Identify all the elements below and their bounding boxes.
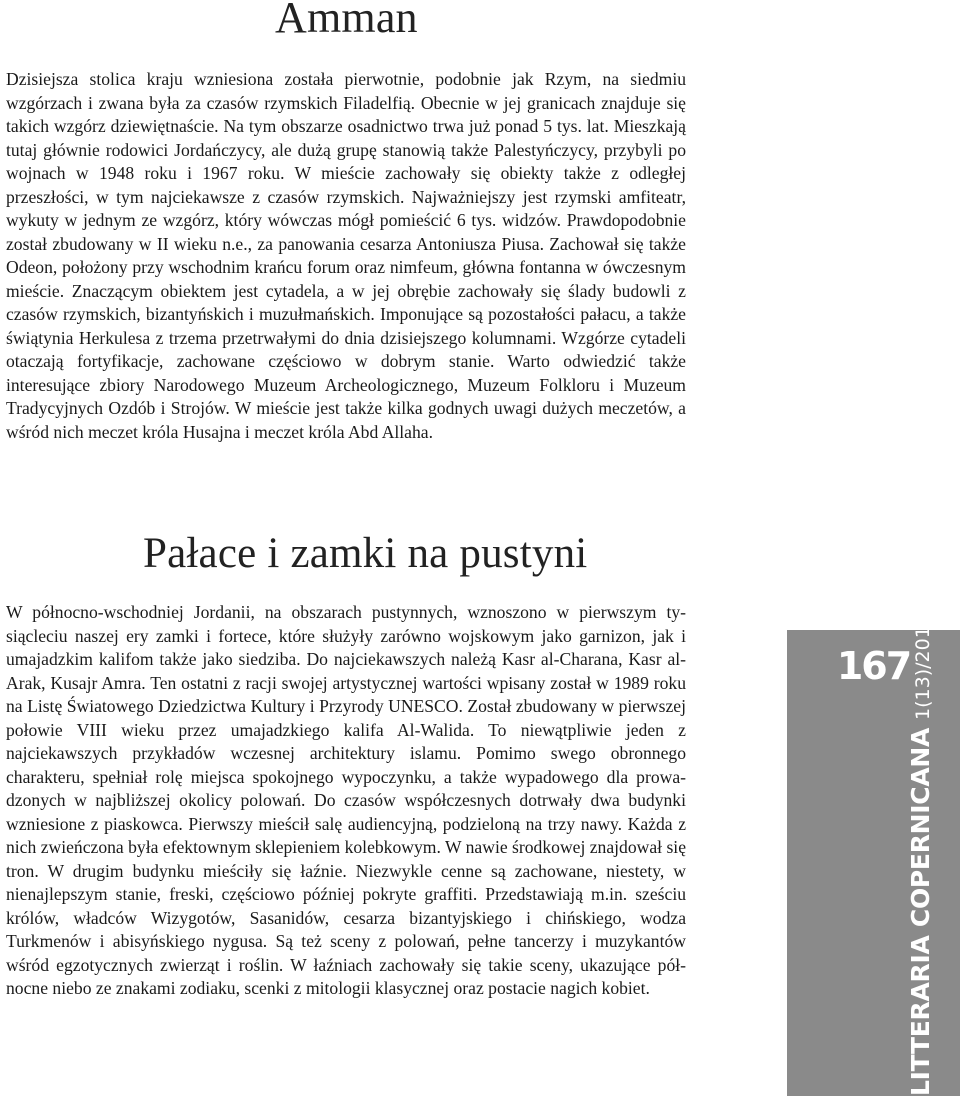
journal-label: [906, 614, 939, 1096]
journal-name: LITTERARIA COPERNICANA: [906, 727, 935, 1096]
paragraph-amman: Dzisiejsza stolica kraju wzniesiona została pierwotnie, podobnie jak Rzym, na siedmiu wzgórzach i zwana była za czasów rzymskich Filadelfią. Obecnie w jej granicach znajduje się takich wzgórz dziewiętnaście. Na tym obszarze osadnictwo trwa już ponad 5 tys. lat. Mieszkają tutaj głównie rodowici Jordańczycy, ale dużą grupę stanowią także Palestyńczycy, przybyli po wojnach w 1948 roku i 1967 roku. W mieście zachowały się obiekty także z odległej przeszłości, w tym najciekawsze z czasów rzymskich. Najważniejszy jest rzymski amfiteatr, wykuty w jednym ze wzgórz, który wówczas mógł pomieścić 6 tys. widzów. Prawdopodobnie został zbudowany w II wieku n.e., za panowania cesarza Antoniusza Piusa. Zachował się także Odeon, położony przy wschodnim krańcu forum oraz nimfeum, główna fontanna w ówczesnym mieście. Znaczącym obiektem jest cytadela, a w jej obrębie zachowały się ślady budowli z czasów rzymskich, bizantyńskich i muzułmańskich. Imponujące są pozostałości pałacu, a także świątynia Herkulesa z trzema przetrwałymi do dnia dzisiejszego kolumnami. Wzgórze cytadeli otaczają fortyfikacje, zachowane częściowo w dobrym stanie. Warto odwiedzić także interesujące zbiory Narodowego Muzeum Archeologicznego, Muzeum Folkloru i Muzeum Tradycyjnych Ozdób i Strojów. W mieście jest także kilka godnych uwagi dużych meczetów, a wśród nich meczet króla Husajna i meczet króla Abd Allaha.: [6, 69, 686, 442]
journal-issue: 1(13)/2014: [912, 614, 934, 720]
section-title-desert-castles: Pałace i zamki na pustyni: [143, 530, 588, 577]
paragraph-desert-castles: W północno-wschodniej Jordanii, na obszarach pustynnych, wznoszono w pierwszym tysiącleciu naszej ery zamki i fortece, które służyły zarówno wojskowym jako garnizon, jak i umajadzkim kalifom także jako siedziba. Do najciekawszych należą Kasr al-Charana, Kasr al-Arak, Kusajr Amra. Ten ostatni z racji swojej artystycznej wartości wpisany został w 1989 roku na Listę Światowego Dziedzictwa Kultury i Przyrody UNESCO. Został zbudowany w pierwszej połowie VIII wieku przez umajadzkiego kalifa Al-Walida. To niewątpliwie jeden z najciekawszych przykładów wczesnej architektury islamu. Pomimo swego obronnego charakteru, spełniał rolę miejsca spokojnego wypoczynku, a także wypadowego dla prowadzonych w najbliższej okolicy polowań. Do czasów współczesnych dotrwały dwa budynki wzniesione z piaskowca. Pierwszy mieścił salę audiencyjną, podzieloną na trzy nawy. Każda z nich zwieńczona była efektownym sklepieniem kolebkowym. W nawie środkowej znajdował się tron. W drugim budynku mieściły się łaźnie. Niezwykle cenne są zachowane, niestety, w nienajlepszym stanie, freski, częściowo później pokryte graffiti. Przedstawiają m.in. sześciu królów, władców Wizygotów, Sasanidów, cesarza bizantyjskiego i chińskiego, wodza Turkmenów i abisyńskiego nygusa. Są też sceny z polowań, pełne tancerzy i muzykantów wśród egzotycznych zwierząt i roślin. W łaźniach zachowały się takie sceny, ukazujące północne niebo ze znakami zodiaku, scenki z mitologii klasycznej oraz postacie nagich kobiet.: [6, 602, 686, 998]
section-title-amman: Amman: [275, 0, 418, 42]
page-number: 167: [836, 644, 911, 688]
